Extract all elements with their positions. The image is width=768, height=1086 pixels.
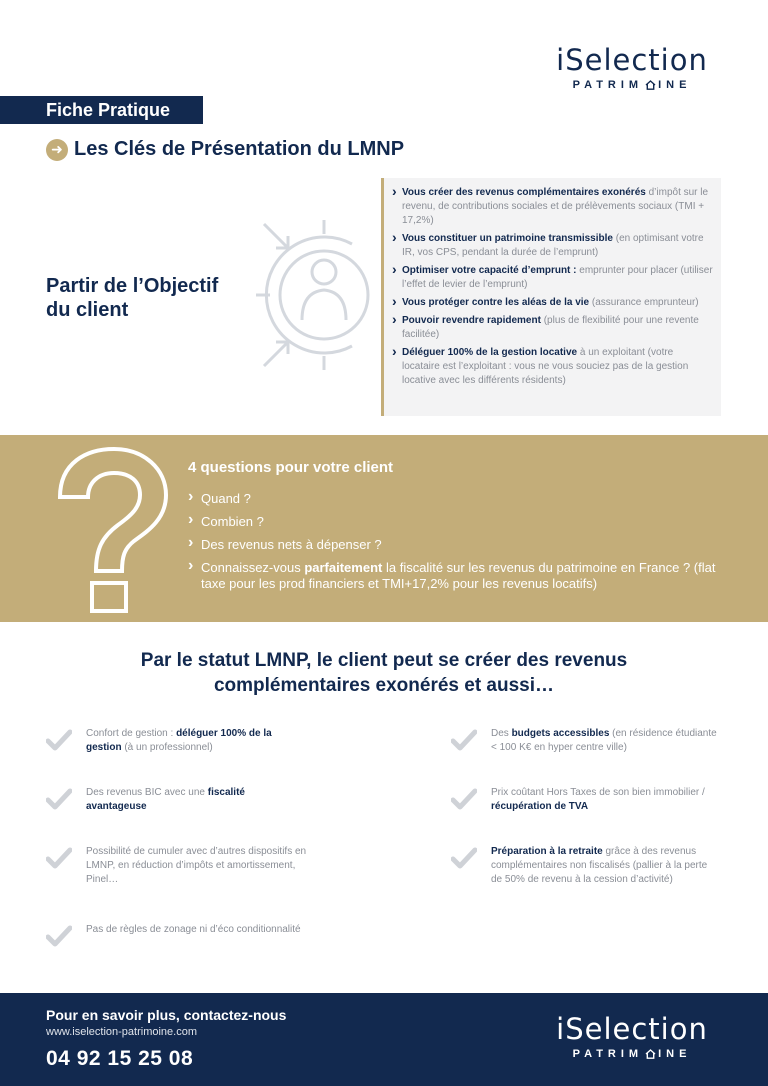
brand-subtitle-end: INE [658, 79, 692, 91]
footer-brand-subtitle-end: INE [658, 1048, 692, 1060]
objectives-panel [381, 178, 721, 416]
question-item: › Des revenus nets à dépenser ? [188, 537, 728, 553]
question-item: › Connaissez-vous parfaitement la fiscalité sur les revenus du patrimoine en France ? (flat taxe pour les prod financiers et TMI+17,2% pour les revenus locatifs) [188, 560, 728, 592]
brand-logo [542, 44, 722, 91]
footer-phone-number[interactable]: 04 92 15 25 08 [46, 1047, 194, 1070]
objective-item: › Vous créer des revenus complémentaires exonérés d’impôt sur le revenu, de contributions sociales et de prélèvements sociaux (TMI + 17,2%) [402, 186, 713, 228]
fiche-pratique-banner: Fiche Pratique [0, 96, 203, 124]
statut-title [60, 648, 708, 698]
brand-subtitle-start: PATRIM [572, 79, 644, 91]
questions-title: 4 questions pour votre client [188, 459, 394, 476]
benefit-item: Prix coûtant Hors Taxes de son bien immobilier / récupération de TVA [451, 786, 731, 814]
objective-item: › Optimiser votre capacité d’emprunt : emprunter pour placer (utiliser l’effet de levier de l’emprunt) [402, 264, 713, 292]
checkmark-icon [451, 847, 477, 869]
brand-subtitle [542, 79, 722, 91]
footer-brand-logo [542, 1013, 722, 1060]
objective-item: › Vous constituer un patrimoine transmissible (en optimisant votre IR, vos CPS, pendant la durée de l’emprunt) [402, 232, 713, 260]
footer [0, 993, 768, 1086]
benefit-item: Des budgets accessibles (en résidence étudiante < 100 K€ en hyper centre ville) [451, 727, 721, 755]
benefit-item: Possibilité de cumuler avec d’autres dispositifs en LMNP, en réduction d’impôts et amortissement, Pinel… [46, 845, 326, 887]
objective-title-line2: du client [46, 299, 129, 321]
house-icon [645, 1049, 656, 1059]
benefit-item: Confort de gestion : déléguer 100% de la gestion (à un professionnel) [46, 727, 306, 755]
question-item: › Combien ? [188, 514, 728, 530]
footer-website-link[interactable]: www.iselection-patrimoine.com [46, 1026, 197, 1038]
footer-brand-subtitle-start: PATRIM [572, 1048, 644, 1060]
checkmark-icon [46, 847, 72, 869]
objective-item: › Déléguer 100% de la gestion locative à un exploitant (votre locataire est l’exploitant : vous ne vous souciez pas de la gestion locative avec les différents résidents) [402, 346, 713, 388]
benefit-item: Des revenus BIC avec une fiscalité avantageuse [46, 786, 306, 814]
footer-brand-subtitle [542, 1048, 722, 1060]
objective-title [46, 274, 218, 322]
client-target-icon [252, 210, 382, 380]
footer-brand-name: iSelection [556, 1012, 708, 1046]
benefit-item: Préparation à la retraite grâce à des revenus complémentaires non fiscalisés (pallier à la perte de 50% de revenu à la cession d’activité) [451, 845, 721, 887]
statut-title-line1: Par le statut LMNP, le client peut se créer des revenus [140, 650, 628, 671]
page-title [46, 138, 404, 161]
house-icon [645, 80, 656, 90]
objective-item: › Vous protéger contre les aléas de la vie (assurance emprunteur) [402, 296, 713, 310]
checkmark-icon [46, 729, 72, 751]
brand-name: iSelection [556, 43, 708, 77]
question-mark-icon [52, 445, 172, 615]
checkmark-icon [46, 925, 72, 947]
question-item: › Quand ? [188, 491, 728, 507]
questions-list [188, 491, 728, 599]
objective-item: › Pouvoir revendre rapidement (plus de flexibilité pour une revente facilitée) [402, 314, 713, 342]
arrow-right-circle-icon: ➜ [46, 139, 68, 161]
questions-section [0, 435, 768, 622]
checkmark-icon [451, 788, 477, 810]
statut-title-line2: complémentaires exonérés et aussi… [213, 675, 555, 696]
benefit-item: Pas de règles de zonage ni d’éco conditionnalité [46, 923, 346, 947]
objective-title-line1: Partir de l’Objectif [46, 275, 219, 297]
checkmark-icon [46, 788, 72, 810]
footer-contact-heading: Pour en savoir plus, contactez-nous [46, 1007, 287, 1023]
checkmark-icon [451, 729, 477, 751]
page-title-text: Les Clés de Présentation du LMNP [74, 138, 405, 160]
